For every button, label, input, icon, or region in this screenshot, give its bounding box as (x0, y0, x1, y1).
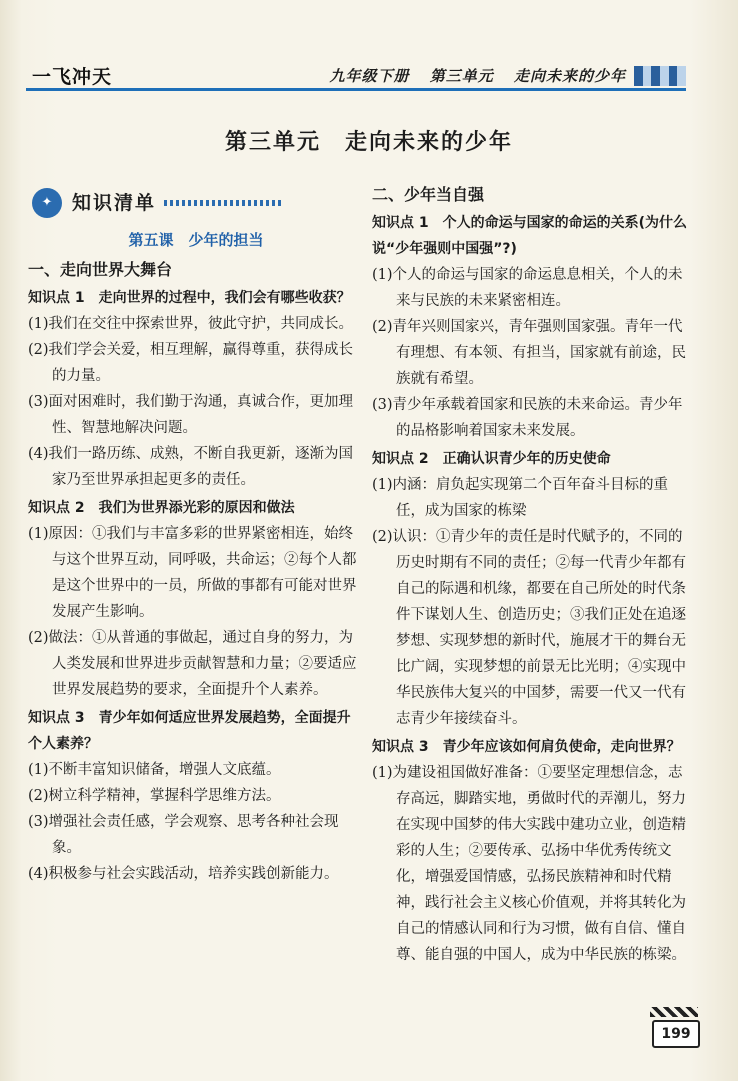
badge-label: 知识清单 (72, 192, 157, 214)
header-info (315, 65, 626, 86)
header-grade: 九年级下册 (329, 67, 410, 85)
knowledge-item: (2)做法：①从普通的事做起，通过自身的努力，为人类发展和世界进步贡献智慧和力量；②要适应世界发展趋势的要求，全面提升个人素养。 (28, 630, 357, 698)
knowledge-item: (1)我们在交往中探索世界，彼此守护，共同成长。 (28, 316, 354, 332)
header-rule (26, 88, 686, 91)
knowledge-badge (32, 185, 364, 221)
knowledge-item: (1)原因：①我们与丰富多彩的世界紧密相连，始终与这个世界互动，同呼吸，共命运；②每个人都是这个世界中的一员，所做的事都有可能对世界发展产生影响。 (28, 526, 357, 620)
header-unit: 第三单元 (429, 67, 494, 85)
knowledge-point-heading: 知识点 1 个人的命运与国家的命运的关系(为什么说“少年强则中国强”?) (372, 215, 688, 257)
knowledge-item: (3)面对困难时，我们勤于沟通，真诚合作，更加理性、智慧地解决问题。 (28, 394, 354, 436)
knowledge-point-heading: 知识点 2 我们为世界添光彩的原因和做法 (28, 500, 295, 516)
right-content (372, 182, 688, 968)
knowledge-item: (1)内涵：肩负起实现第二个百年奋斗目标的重任，成为国家的栋梁 (372, 477, 669, 519)
badge-rule (164, 200, 284, 206)
knowledge-item: (1)为建设祖国做好准备：①要坚定理想信念，志存高远，脚踏实地，勇做时代的弄潮儿，努力在实现中国梦的伟大实践中建功立业，创造精彩的人生；②要传承、弘扬中华优秀传统文化，增强爱国情感，弘扬民族精神和时代精神，践行社会主义核心价值观，并将其转化为自己的情感认同和行为习惯，做有自信、懂自尊、能自强的中国人，成为中华民族的栋梁。 (372, 765, 686, 963)
knowledge-item: (3)青少年承载着国家和民族的未来命运。青少年的品格影响着国家未来发展。 (372, 397, 683, 439)
unit-title: 第三单元 走向未来的少年 (224, 130, 513, 155)
left-column (28, 185, 364, 887)
knowledge-item: (4)积极参与社会实践活动，培养实践创新能力。 (28, 866, 339, 882)
page-number-decoration (650, 1007, 698, 1017)
knowledge-item: (1)个人的命运与国家的命运息息相关，个人的未来与民族的未来紧密相连。 (372, 267, 683, 309)
section-heading: 二、少年当自强 (372, 185, 485, 204)
knowledge-point-heading: 知识点 3 青少年应该如何肩负使命，走向世界？ (372, 739, 681, 755)
checker-decoration (634, 66, 686, 86)
page-number: 199 (652, 1020, 700, 1048)
badge-icon: ✦ (32, 188, 62, 218)
brand-logo: 一飞冲天 (32, 66, 113, 88)
right-column (372, 178, 688, 968)
header-unit-name: 走向未来的少年 (513, 67, 626, 85)
knowledge-item: (2)我们学会关爱，相互理解，赢得尊重，获得成长的力量。 (28, 342, 354, 384)
section-heading: 一、走向世界大舞台 (28, 260, 173, 279)
knowledge-item: (3)增强社会责任感，学会观察、思考各种社会现象。 (28, 814, 339, 856)
knowledge-point-heading: 知识点 2 正确认识青少年的历史使命 (372, 451, 611, 467)
page-header (26, 58, 686, 92)
knowledge-item: (2)青年兴则国家兴，青年强则国家强。青年一代有理想、有本领、有担当，国家就有前途，民族就有希望。 (372, 319, 686, 387)
lesson-title: 第五课 少年的担当 (128, 231, 264, 249)
knowledge-item: (2)树立科学精神，掌握科学思维方法。 (28, 788, 281, 804)
knowledge-item: (2)认识：①青少年的责任是时代赋予的，不同的历史时期有不同的责任；②每一代青少年都有自己的际遇和机缘，都要在自己所处的时代条件下谋划人生、创造历史；③我们正处在追逐梦想、实现梦想的新时代，施展才干的舞台无比广阔，实现梦想的前景无比光明；④实现中华民族伟大复兴的中国梦，需要一代又一代有志青少年接续奋斗。 (372, 529, 686, 727)
left-content (28, 257, 364, 887)
knowledge-point-heading: 知识点 3 青少年如何适应世界发展趋势，全面提升个人素养？ (28, 710, 351, 752)
knowledge-item: (4)我们一路历练、成熟，不断自我更新，逐渐为国家乃至世界承担起更多的责任。 (28, 446, 354, 488)
knowledge-item: (1)不断丰富知识储备，增强人文底蕴。 (28, 762, 281, 778)
knowledge-point-heading: 知识点 1 走向世界的过程中，我们会有哪些收获？ (28, 290, 351, 306)
